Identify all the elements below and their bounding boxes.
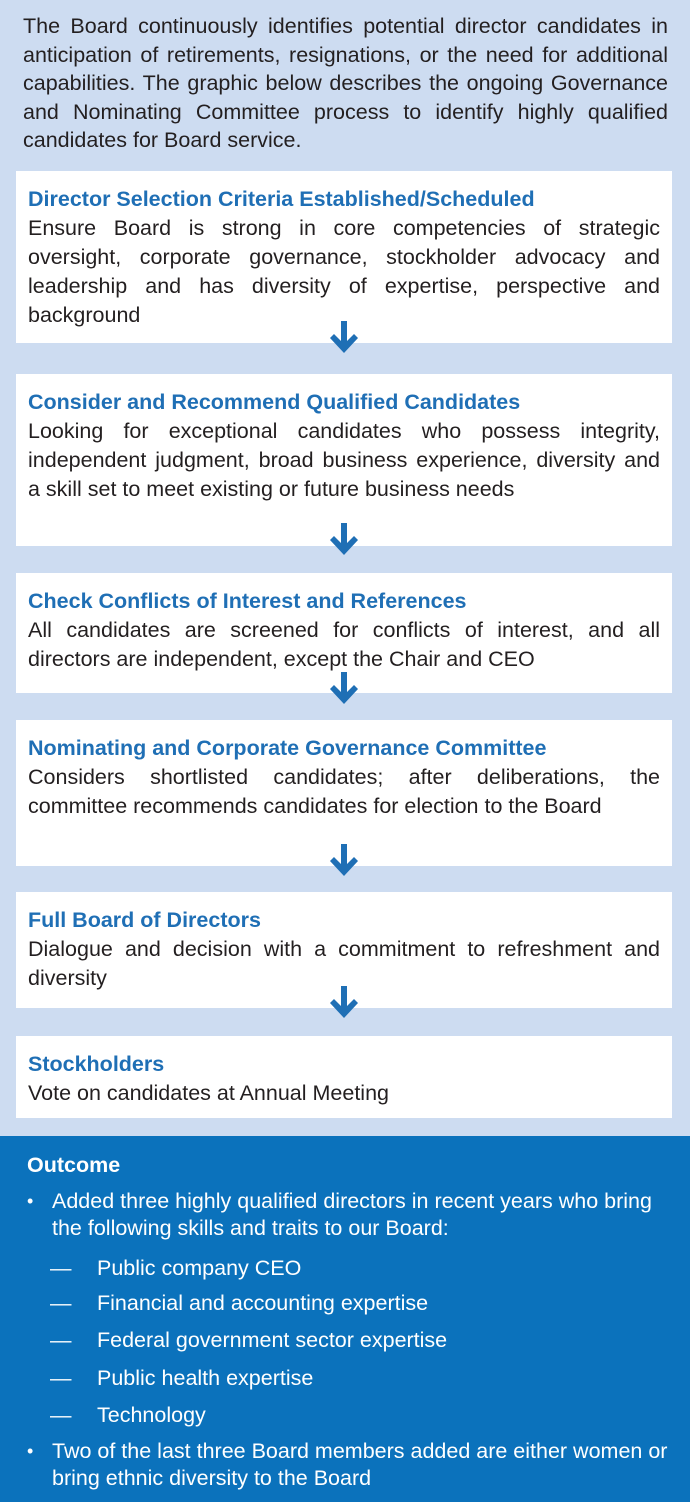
step-description: Dialogue and decision with a commitment to refreshment and diversity [28,937,660,990]
dash-icon: — [50,1291,72,1315]
arrow-down-icon [328,672,360,708]
skill-text: Technology [97,1403,206,1427]
arrow-down-icon [328,986,360,1022]
step-description: All candidates are screened for conflicts of interest, and all directors are independent, except the Chair and CEO [28,618,660,671]
bullet-text: Added three highly qualified directors in recent years who bring the following skills and traits to our Board: [52,1189,652,1240]
skill-text: Financial and accounting expertise [97,1291,429,1315]
outcome-bullet [27,1438,677,1492]
bullet-icon: • [27,1191,34,1211]
skill-text: Public health expertise [97,1366,314,1390]
step-title: Director Selection Criteria Established/Scheduled [28,187,535,211]
arrow-down-icon [328,523,360,559]
step-recommend-candidates [16,374,672,546]
dash-icon: — [50,1366,72,1390]
step-stockholders [16,1036,672,1118]
step-title: Check Conflicts of Interest and References [28,589,467,613]
step-title: Full Board of Directors [28,908,261,932]
dash-icon: — [50,1256,72,1280]
skill-text: Public company CEO [97,1256,302,1280]
outcome-panel [0,1136,690,1502]
dash-icon: — [50,1328,72,1352]
bullet-icon: • [27,1441,34,1461]
step-description: Looking for exceptional candidates who possess integrity, independent judgment, broad business experience, diversity and a skill set to meet existing or future business needs [28,419,660,501]
dash-icon: — [50,1403,72,1427]
outcome-title: Outcome [27,1153,121,1177]
step-title: Stockholders [28,1052,165,1076]
step-description: Vote on candidates at Annual Meeting [28,1081,389,1105]
arrow-down-icon [328,321,360,357]
bullet-text: Two of the last three Board members added are either women or bring ethnic diversity to the Board [52,1439,668,1490]
step-title: Nominating and Corporate Governance Committee [28,736,547,760]
outcome-bullet [27,1188,677,1242]
step-selection-criteria [16,171,672,343]
step-description: Ensure Board is strong in core competencies of strategic oversight, corporate governance, stockholder advocacy and leadership and has diversity of expertise, perspective and background [28,216,660,327]
intro-text: The Board continuously identifies potential director candidates in anticipation of retirements, resignations, or the need for additional capabilities. The graphic below describes the ongoing Governance and Nominating Committee process to identify highly qualified candidates for Board service. [23,14,668,152]
step-title: Consider and Recommend Qualified Candidates [28,390,521,414]
arrow-down-icon [328,844,360,880]
skill-text: Federal government sector expertise [97,1328,448,1352]
step-description: Considers shortlisted candidates; after deliberations, the committee recommends candidates for election to the Board [28,765,660,818]
